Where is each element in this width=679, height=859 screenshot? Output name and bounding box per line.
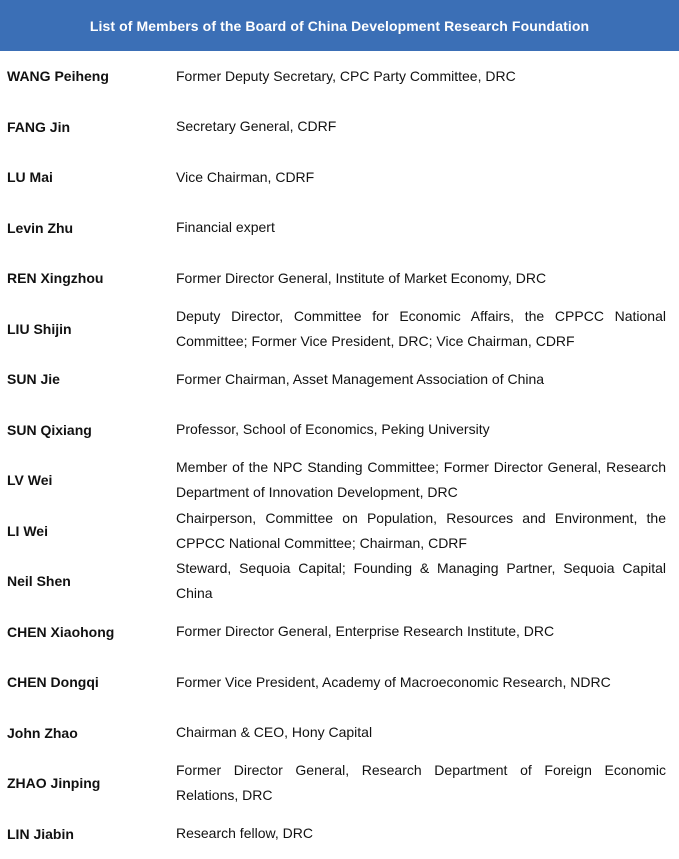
member-row (0, 657, 679, 708)
member-title: Former Director General, Institute of Market Economy, DRC (176, 266, 666, 291)
member-row (0, 455, 679, 506)
member-name: LIN Jiabin (0, 826, 176, 842)
member-title: Secretary General, CDRF (176, 114, 666, 139)
member-row (0, 556, 679, 607)
member-name: CHEN Xiaohong (0, 624, 176, 640)
member-row (0, 607, 679, 658)
member-list (0, 51, 679, 859)
member-name: LIU Shijin (0, 321, 176, 337)
member-row (0, 708, 679, 759)
member-row (0, 203, 679, 254)
member-title: Financial expert (176, 215, 666, 240)
member-row (0, 51, 679, 102)
member-title: Steward, Sequoia Capital; Founding & Managing Partner, Sequoia Capital China (176, 556, 666, 606)
member-title: Former Director General, Enterprise Research Institute, DRC (176, 619, 666, 644)
member-name: LV Wei (0, 472, 176, 488)
member-name: WANG Peiheng (0, 68, 176, 84)
member-title: Chairman & CEO, Hony Capital (176, 720, 666, 745)
member-name: SUN Jie (0, 371, 176, 387)
member-row (0, 758, 679, 809)
member-row (0, 405, 679, 456)
member-row (0, 304, 679, 355)
table-title: List of Members of the Board of China Development Research Foundation (90, 18, 589, 34)
member-row (0, 102, 679, 153)
member-name: Neil Shen (0, 573, 176, 589)
member-row (0, 506, 679, 557)
member-name: ZHAO Jinping (0, 775, 176, 791)
member-title: Chairperson, Committee on Population, Resources and Environment, the CPPCC National Committee; Chairman, CDRF (176, 506, 666, 556)
member-name: CHEN Dongqi (0, 674, 176, 690)
member-title: Deputy Director, Committee for Economic Affairs, the CPPCC National Committee; Former Vice President, DRC; Vice Chairman, CDRF (176, 304, 666, 354)
member-name: LU Mai (0, 169, 176, 185)
member-name: Levin Zhu (0, 220, 176, 236)
member-title: Former Chairman, Asset Management Association of China (176, 367, 666, 392)
member-name: FANG Jin (0, 119, 176, 135)
member-title: Vice Chairman, CDRF (176, 165, 666, 190)
member-title: Member of the NPC Standing Committee; Former Director General, Research Department of Innovation Development, DRC (176, 455, 666, 505)
member-title: Research fellow, DRC (176, 821, 666, 846)
table-header (0, 0, 679, 51)
member-title: Former Director General, Research Department of Foreign Economic Relations, DRC (176, 758, 666, 808)
member-row (0, 253, 679, 304)
member-title: Former Deputy Secretary, CPC Party Committee, DRC (176, 64, 666, 89)
member-name: REN Xingzhou (0, 270, 176, 286)
member-name: John Zhao (0, 725, 176, 741)
member-name: SUN Qixiang (0, 422, 176, 438)
member-row (0, 809, 679, 859)
member-row (0, 354, 679, 405)
member-title: Former Vice President, Academy of Macroeconomic Research, NDRC (176, 670, 666, 695)
member-title: Professor, School of Economics, Peking University (176, 417, 666, 442)
member-name: LI Wei (0, 523, 176, 539)
member-row (0, 152, 679, 203)
